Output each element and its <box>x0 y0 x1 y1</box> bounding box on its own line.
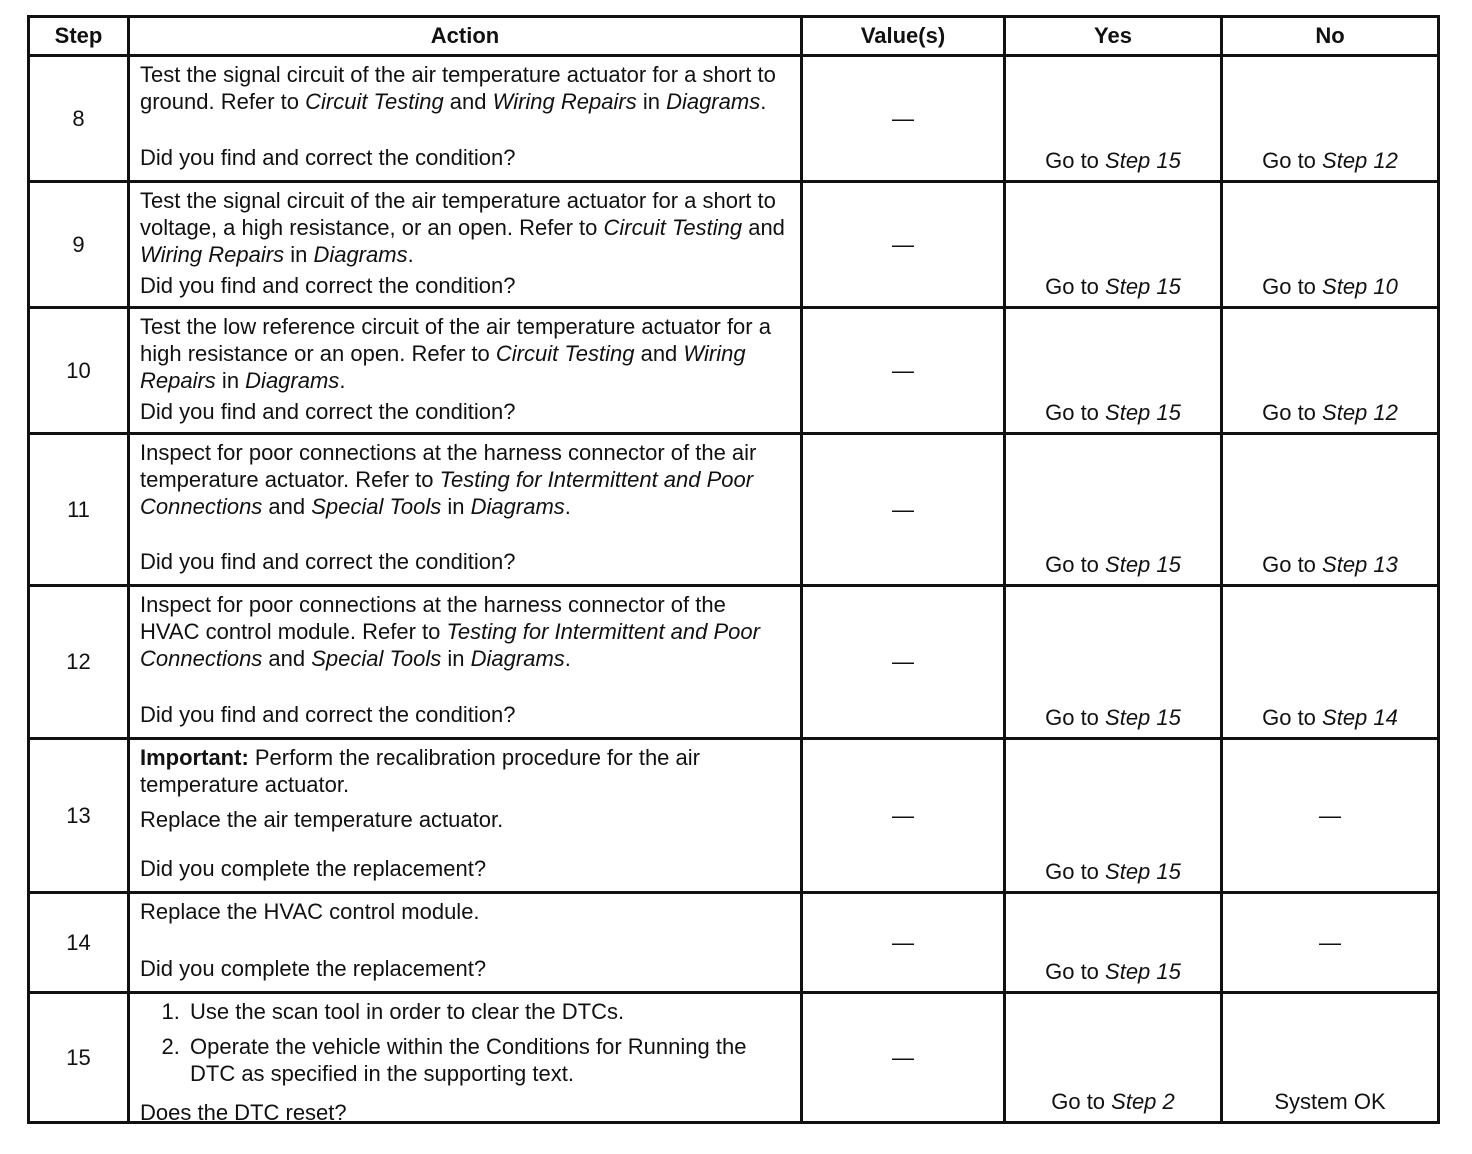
value-cell: — <box>802 182 1005 308</box>
action-cell <box>129 182 802 308</box>
action-cell <box>129 893 802 993</box>
action-text: Inspect for poor connections at the harness connector of the air temperature actuator. Refer to Testing for Intermittent and Poor Connections and Special Tools in Diagrams. <box>140 440 757 519</box>
value-cell: — <box>802 739 1005 893</box>
action-text: Inspect for poor connections at the harness connector of the HVAC control module. Refer to Testing for Intermittent and Poor Connections and Special Tools in Diagrams. <box>140 592 760 671</box>
value-cell: — <box>802 993 1005 1123</box>
step-number: 10 <box>29 308 129 434</box>
step-number: 11 <box>29 434 129 586</box>
yes-goto[interactable]: Go to Step 15 <box>1005 182 1222 308</box>
diagnostic-table <box>27 15 1440 1124</box>
yes-goto[interactable]: Go to Step 15 <box>1005 739 1222 893</box>
action-cell <box>129 993 802 1123</box>
step-number: 15 <box>29 993 129 1123</box>
table-row-step-9 <box>29 182 1439 308</box>
table-row-step-10 <box>29 308 1439 434</box>
value-cell: — <box>802 56 1005 182</box>
action-instruction: Replace the HVAC control module. <box>140 899 480 924</box>
step-number: 12 <box>29 586 129 739</box>
yes-goto[interactable]: Go to Step 15 <box>1005 434 1222 586</box>
action-text: Test the signal circuit of the air temperature actuator for a short to ground. Refer to Circuit Testing and Wiring Repairs in Diagrams. <box>140 62 776 114</box>
value-cell: — <box>802 586 1005 739</box>
value-cell: — <box>802 893 1005 993</box>
action-cell <box>129 56 802 182</box>
no-goto[interactable]: Go to Step 14 <box>1222 586 1439 739</box>
no-value: — <box>1222 893 1439 993</box>
table-row-step-8 <box>29 56 1439 182</box>
yes-goto[interactable]: Go to Step 15 <box>1005 308 1222 434</box>
table-header-row <box>29 17 1439 56</box>
table-row-step-12 <box>29 586 1439 739</box>
header-step: Step <box>29 17 129 56</box>
action-instruction: Replace the air temperature actuator. <box>140 807 504 832</box>
action-text: Test the low reference circuit of the air temperature actuator for a high resistance or an open. Refer to Circuit Testing and Wiring Repairs in Diagrams. <box>140 314 771 393</box>
action-cell <box>129 308 802 434</box>
value-cell: — <box>802 308 1005 434</box>
important-note: Important: Perform the recalibration procedure for the air temperature actuator. <box>140 745 700 797</box>
header-yes: Yes <box>1005 17 1222 56</box>
action-step-list <box>140 998 790 1095</box>
action-question: Did you find and correct the condition? <box>140 549 516 574</box>
yes-goto[interactable]: Go to Step 15 <box>1005 586 1222 739</box>
list-item: 2. Operate the vehicle within the Conditions for Running the DTC as specified in the supporting text. <box>186 1033 790 1087</box>
action-question: Did you complete the replacement? <box>140 956 487 981</box>
header-no: No <box>1222 17 1439 56</box>
yes-goto[interactable]: Go to Step 15 <box>1005 56 1222 182</box>
yes-goto[interactable]: Go to Step 15 <box>1005 893 1222 993</box>
value-cell: — <box>802 434 1005 586</box>
action-text: Test the signal circuit of the air temperature actuator for a short to voltage, a high resistance, or an open. Refer to Circuit Testing and Wiring Repairs in Diagrams. <box>140 188 785 267</box>
no-result: System OK <box>1222 993 1439 1123</box>
no-goto[interactable]: Go to Step 10 <box>1222 182 1439 308</box>
step-number: 13 <box>29 739 129 893</box>
yes-goto[interactable]: Go to Step 2 <box>1005 993 1222 1123</box>
action-cell <box>129 739 802 893</box>
action-question: Did you find and correct the condition? <box>140 702 516 727</box>
header-action: Action <box>129 17 802 56</box>
step-number: 9 <box>29 182 129 308</box>
diagnostic-table-sheet <box>27 15 1437 1124</box>
step-number: 8 <box>29 56 129 182</box>
step-number: 14 <box>29 893 129 993</box>
table-row-step-11 <box>29 434 1439 586</box>
action-question: Did you find and correct the condition? <box>140 145 516 170</box>
no-goto[interactable]: Go to Step 12 <box>1222 56 1439 182</box>
list-item: 1. Use the scan tool in order to clear the DTCs. <box>186 998 790 1025</box>
header-values: Value(s) <box>802 17 1005 56</box>
no-goto[interactable]: Go to Step 12 <box>1222 308 1439 434</box>
action-question: Did you find and correct the condition? <box>140 399 516 424</box>
action-question: Did you complete the replacement? <box>140 856 487 881</box>
table-row-step-15 <box>29 993 1439 1123</box>
table-row-step-14 <box>29 893 1439 993</box>
no-value: — <box>1222 739 1439 893</box>
action-question: Did you find and correct the condition? <box>140 273 516 298</box>
action-question: Does the DTC reset? <box>140 1100 347 1125</box>
action-cell <box>129 434 802 586</box>
action-cell <box>129 586 802 739</box>
table-row-step-13 <box>29 739 1439 893</box>
no-goto[interactable]: Go to Step 13 <box>1222 434 1439 586</box>
